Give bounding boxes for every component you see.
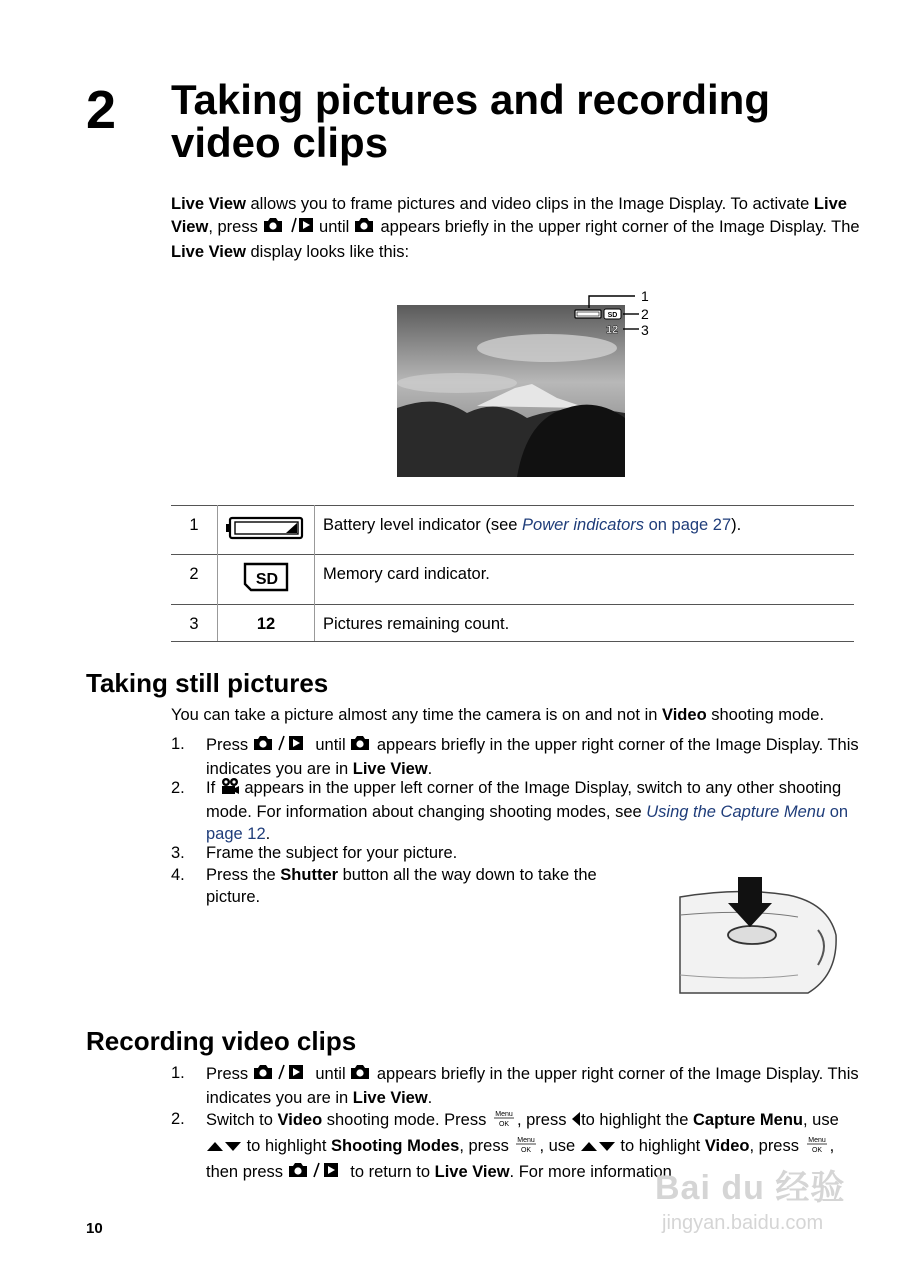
list-number: 2. [171,779,185,797]
section-heading-video: Recording video clips [86,1026,357,1056]
up-down-arrows-icon [580,1136,616,1160]
overlay-count: 12 [606,324,619,336]
svg-text:Menu: Menu [495,1111,513,1118]
capture-menu-link[interactable]: Using the Capture Menu [646,803,826,821]
callout-2: 2 [641,306,649,322]
menu-ok-button-icon [491,1109,517,1134]
callout-1: 1 [641,288,649,304]
list-number: 1. [171,735,185,753]
legend-desc: Memory card indicator. [315,555,855,605]
legend-desc: Pictures remaining count. [315,605,855,642]
legend-num: 3 [171,605,218,642]
video-camera-icon [220,777,240,801]
camera-icon [350,1063,372,1087]
list-item: Press until appears briefly in the upper right corner of the Image Display. This indicates you are in Live View. [206,736,859,778]
still-intro: You can take a picture almost any time the camera is on and not in Video shooting mode. [171,706,825,724]
live-view-term: Live View [171,195,246,213]
camera-icon [350,734,372,758]
live-view-figure [397,288,659,480]
legend-num: 1 [171,506,218,555]
power-indicators-link[interactable]: Power indicators [522,516,644,534]
page-number: 10 [86,1220,103,1237]
camera-playback-icon [288,1161,346,1186]
callout-3: 3 [641,322,649,338]
memory-card-icon [218,555,315,605]
table-row [171,605,854,642]
list-item: Switch to Video shooting mode. Press Menu OK , press to highlight the Capture Menu, use to highlight Shooting Modes, press Menu OK , use to highlight Video, press Menu OK , then press to return to Live View. For more information [206,1108,866,1186]
battery-icon [218,506,315,555]
camera-playback-icon [253,1063,311,1087]
menu-ok-button-icon [513,1135,539,1160]
up-down-arrows-icon [206,1136,242,1160]
camera-playback-icon [253,734,311,758]
shutter-button-illustration [678,875,840,1000]
list-number: 3. [171,844,185,862]
svg-text:Menu: Menu [517,1137,536,1144]
svg-text:OK: OK [498,1121,509,1127]
indicator-legend-table [171,505,854,642]
list-number: 2. [171,1110,185,1128]
svg-text:Menu: Menu [807,1137,826,1144]
camera-playback-icon [262,216,314,241]
section-heading-still: Taking still pictures [86,668,329,698]
list-number: 4. [171,866,185,884]
watermark-url: jingyan.baidu.com [662,1212,824,1234]
left-arrow-icon [571,1110,581,1134]
intro-paragraph: Live View allows you to frame pictures and video clips in the Image Display. To activate Live View, press until appears briefly in the upper right corner of the Image Display. The Live View display looks like this: [171,195,860,261]
menu-ok-button-icon [804,1135,830,1160]
chapter-number: 2 [86,80,117,140]
list-item: If appears in the upper left corner of the Image Display, switch to any other shooting mode. For information about changing shooting modes, see Using the Capture Menu on page 12. [206,779,849,843]
list-item: Press the Shutter button all the way down to take the picture. [206,866,597,906]
svg-text:SD: SD [255,571,279,588]
overlay-sd: SD [607,312,618,319]
watermark-logo: Bai du 经验 [655,1169,846,1207]
count-indicator: 12 [218,605,315,642]
live-view-photo [397,288,659,480]
svg-text:OK: OK [811,1147,822,1153]
chapter-title: Taking pictures and recording video clips [171,76,770,166]
table-row [171,506,854,555]
svg-text:OK: OK [521,1147,532,1153]
legend-num: 2 [171,555,218,605]
list-item: Frame the subject for your picture. [206,844,458,862]
table-row [171,555,854,605]
list-number: 1. [171,1064,185,1082]
list-item: Press until appears briefly in the upper right corner of the Image Display. This indicates you are in Live View. [206,1065,859,1107]
camera-icon [354,216,376,241]
legend-desc: Battery level indicator (see Power indicators on page 27). [315,506,855,555]
